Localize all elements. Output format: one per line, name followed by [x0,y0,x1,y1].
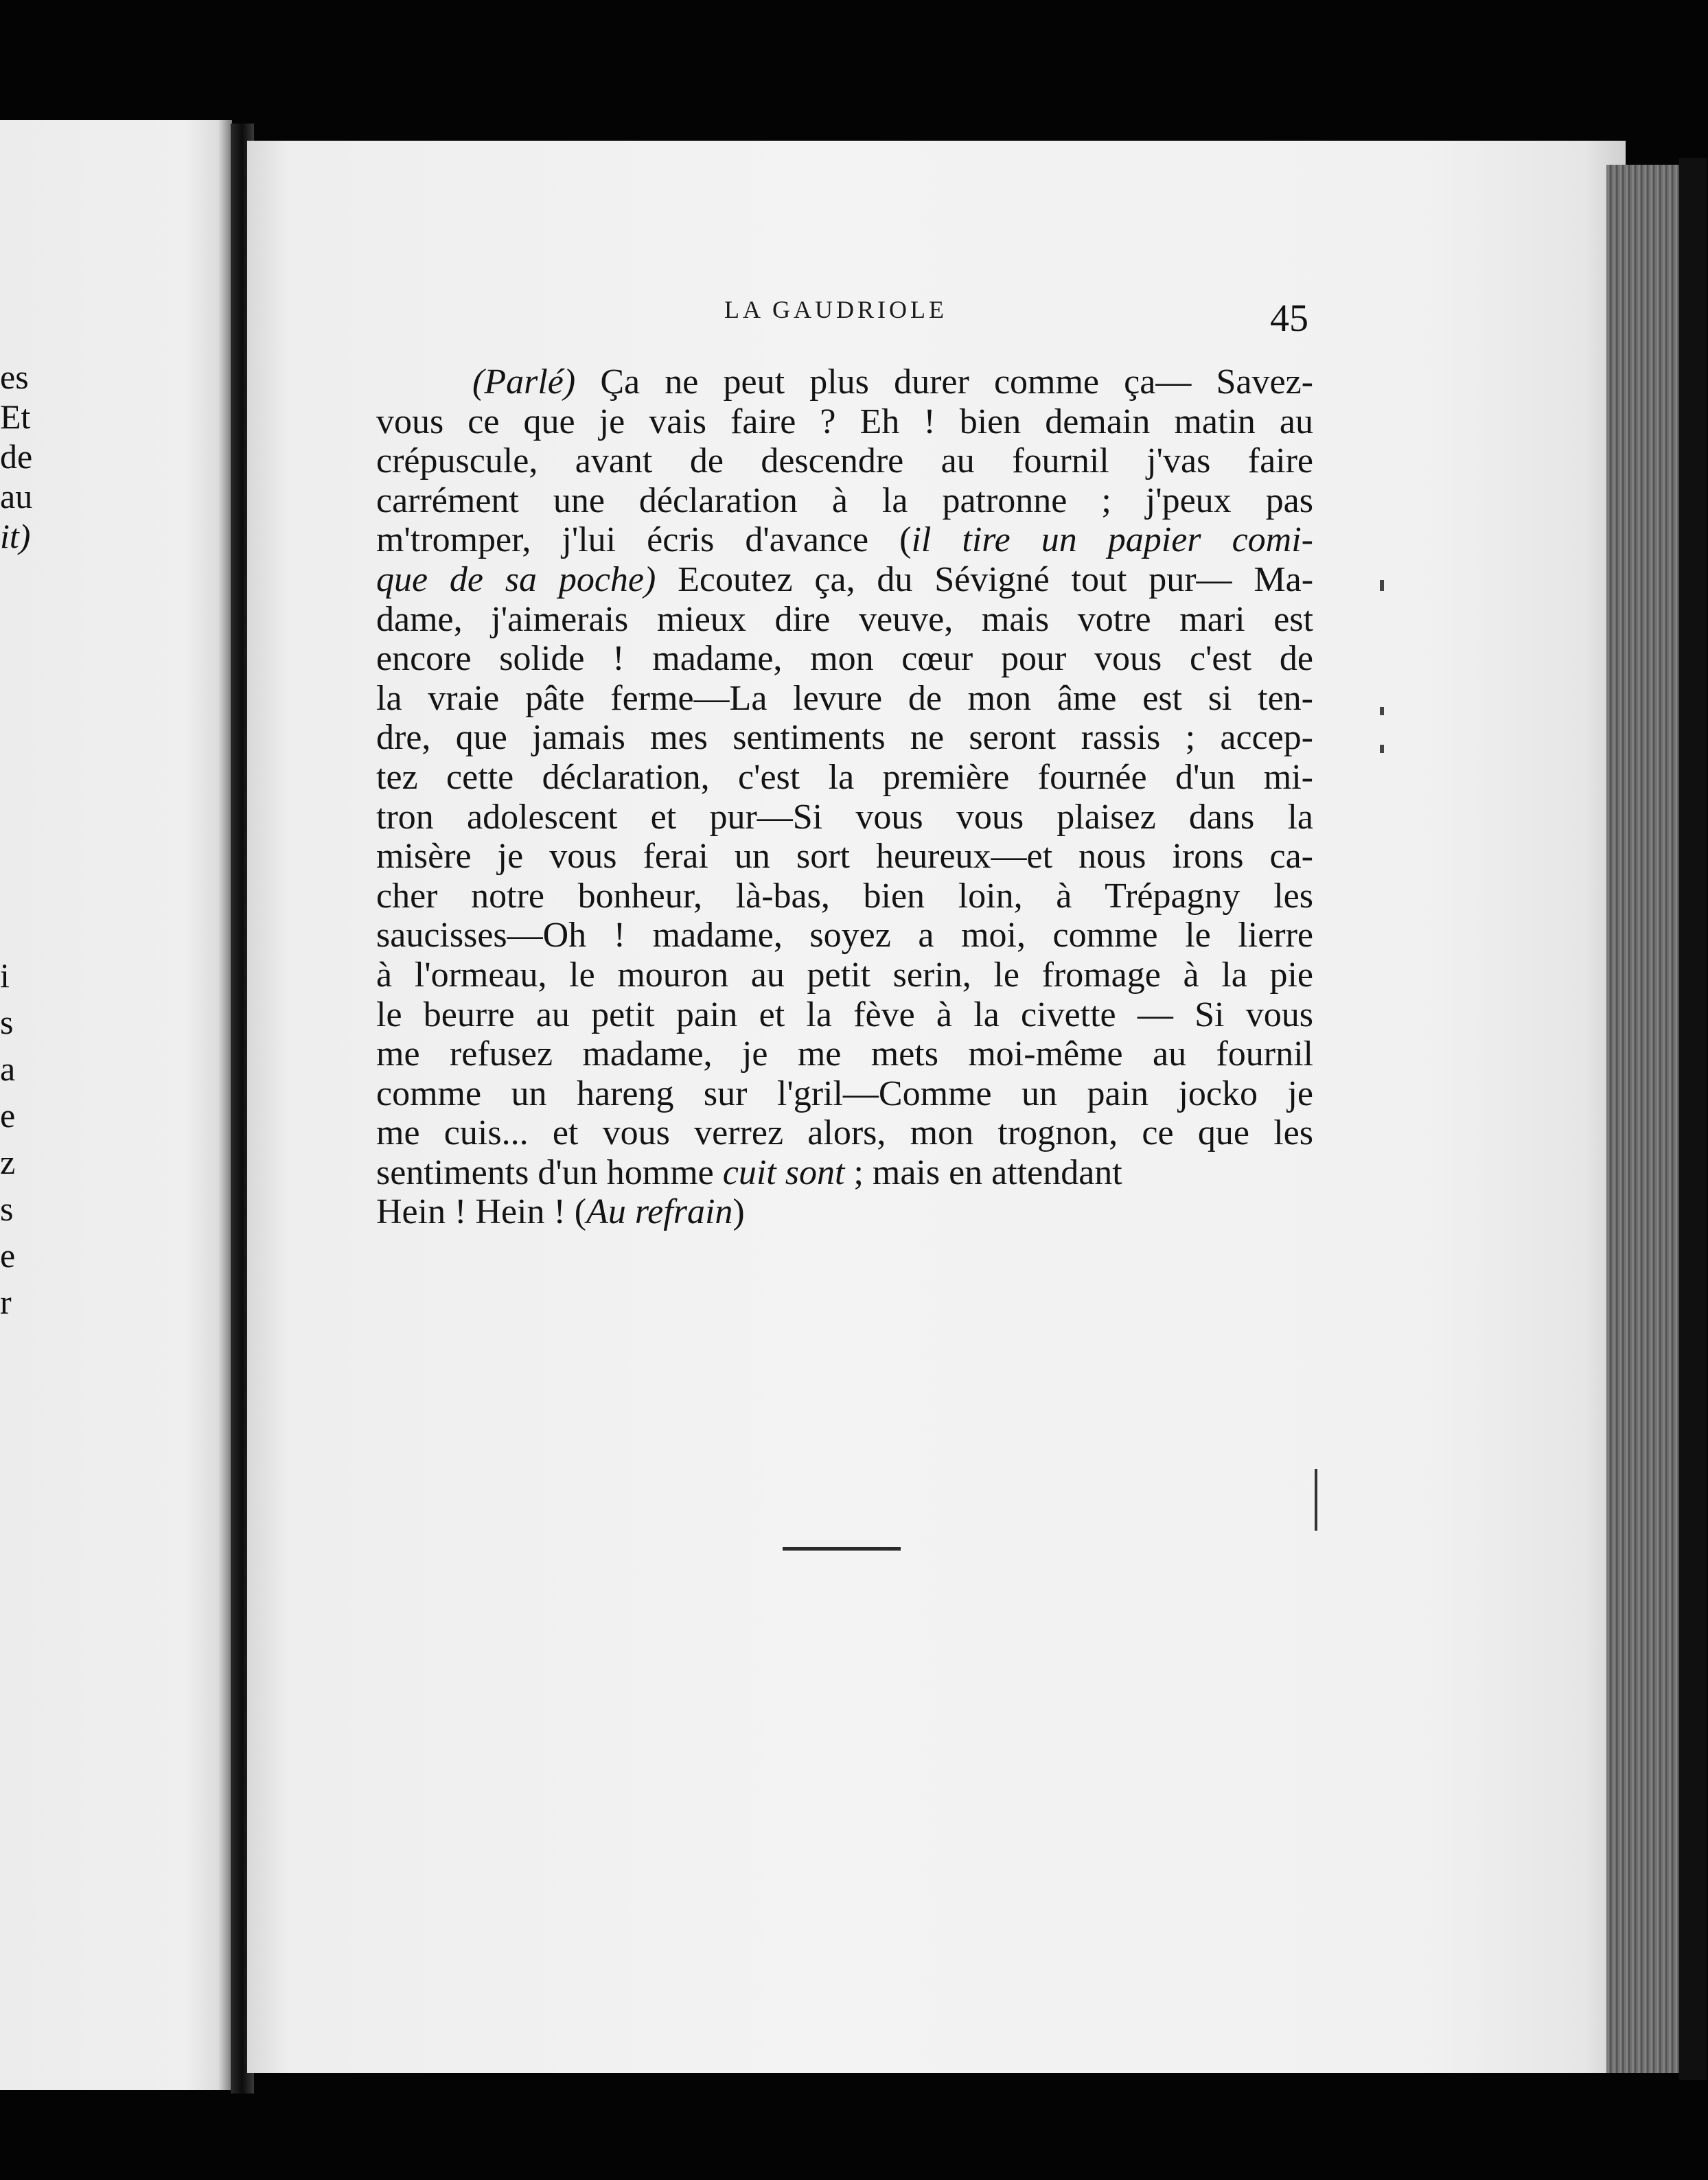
text-line [376,560,1313,600]
previous-page-fragment: it) [0,517,31,555]
text-line [376,1192,1313,1232]
text-line [376,718,1313,758]
previous-page-fragment: Et [0,397,31,436]
text-run: crépuscule, avant de descendre au fournil j'vas faire [376,441,1313,481]
page-edge-shadow [1679,158,1707,2080]
text-line [376,402,1313,442]
text-run: me refusez madame, je me mets moi-même au fournil [376,1034,1313,1074]
text-line [376,1113,1313,1153]
text-run: tez cette déclaration, c'est la première fournée d'un mi- [376,757,1313,797]
previous-page-fragment: z [0,1143,16,1181]
previous-page-fragment: i [0,956,10,995]
running-head: LA GAUDRIOLE [724,296,947,323]
text-line [376,362,1313,402]
text-line [376,1034,1313,1074]
text-line [376,995,1313,1035]
text-line [376,916,1313,955]
text-line [376,639,1313,679]
text-run: m'tromper, j'lui écris d'avance ( [376,520,912,560]
text-run: me cuis... et vous verrez alors, mon trognon, ce que les [376,1113,1313,1153]
text-line [376,1074,1313,1114]
text-run: Ça ne peut plus durer comme ça— Savez- [575,362,1313,402]
text-line [376,1153,1313,1193]
text-run: Hein ! Hein ! ( [376,1192,587,1232]
end-rule [783,1547,901,1551]
text-run: que de sa poche) [376,559,656,599]
text-run: dame, j'aimerais mieux dire veuve, mais votre mari est [376,599,1313,639]
margin-mark [1315,1469,1317,1531]
text-line [376,798,1313,837]
text-line [376,955,1313,995]
text-run: la vraie pâte ferme—La levure de mon âme est si ten- [376,678,1313,718]
text-run: tron adolescent et pur—Si vous vous plaisez dans la [376,797,1313,837]
previous-page-fragment: s [0,1003,14,1041]
margin-speck [1380,745,1384,753]
previous-page-fragment: a [0,1050,16,1088]
text-line [376,441,1313,481]
text-run: encore solide ! madame, mon cœur pour vous c'est de [376,639,1313,679]
page-number: 45 [1270,297,1308,340]
text-run: il tire un papier comi- [911,520,1313,560]
text-run: cuit sont [722,1152,845,1192]
previous-page-fragment: de [0,437,33,476]
previous-page-fragment: au [0,477,33,515]
text-run: ; mais en attendant [844,1152,1122,1192]
text-run: Ecoutez ça, du Sévigné tout pur— Ma- [656,559,1314,599]
text-run: (Parlé) [472,362,576,402]
text-line [376,758,1313,798]
text-line [376,679,1313,719]
previous-page-fragment: e [0,1236,16,1275]
text-run: à l'ormeau, le mouron au petit serin, le fromage à la pie [376,955,1313,995]
text-run: vous ce que je vais faire ? Eh ! bien demain matin au [376,402,1313,441]
text-line [376,481,1313,521]
text-line [376,877,1313,916]
text-run: ) [732,1192,745,1232]
text-run: Au refrain [586,1192,733,1232]
previous-page-fragment: es [0,358,29,396]
text-run: comme un hareng sur l'gril—Comme un pain jocko je [376,1074,1313,1113]
text-line [376,837,1313,877]
body-text [376,362,1313,1232]
previous-page-fragment: e [0,1096,16,1135]
text-run: sentiments d'un homme [376,1152,723,1192]
text-run: saucisses—Oh ! madame, soyez a moi, comme le lierre [376,916,1313,955]
text-line [376,520,1313,560]
text-run: cher notre bonheur, là-bas, bien loin, à Trépagny les [376,876,1313,916]
text-run: carrément une déclaration à la patronne ; j'peux pas [376,480,1313,520]
previous-page [0,120,232,2090]
text-run: le beurre au petit pain et la fève à la civette — Si vous [376,995,1313,1034]
text-run: misère je vous ferai un sort heureux—et nous irons ca- [376,837,1313,877]
text-run: dre, que jamais mes sentiments ne seront rassis ; accep- [376,718,1313,758]
margin-speck [1380,580,1384,591]
previous-page-fragment: r [0,1283,12,1321]
margin-speck [1380,707,1384,715]
text-line [376,600,1313,640]
previous-page-fragment: s [0,1190,14,1228]
